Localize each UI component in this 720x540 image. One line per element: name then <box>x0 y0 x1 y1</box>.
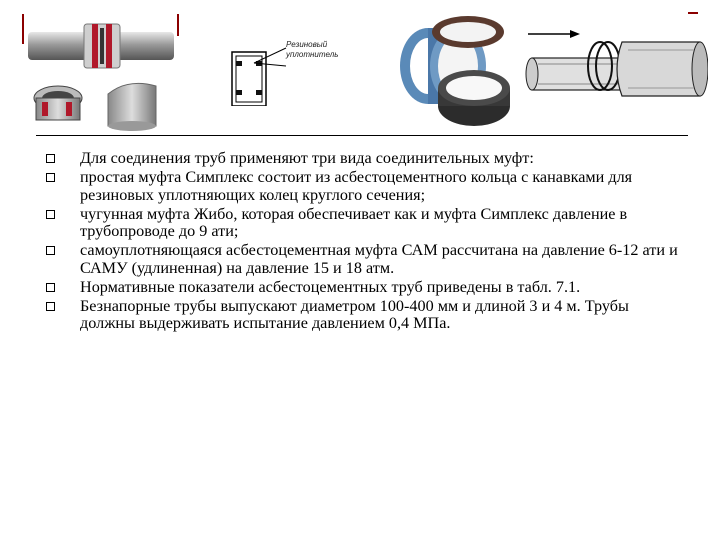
bullet-list <box>46 150 686 334</box>
bullet-text: чугунная муфта Жибо, которая обеспечивает как и муфта Симплекс давление в трубопроводе до 9 ати; <box>80 204 628 240</box>
gasket-label: Резиновый уплотнитель <box>286 40 339 59</box>
bullet-text: простая муфта Симплекс состоит из асбестоцементного кольца с канавками для резиновых уплотняющих колец круглого сечения; <box>80 168 633 204</box>
checkbox-bullet-icon <box>46 210 55 219</box>
list-item <box>46 206 686 241</box>
checkbox-bullet-icon <box>46 302 55 311</box>
checkbox-bullet-icon <box>46 246 55 255</box>
bullet-text: самоуплотняющаяся асбестоцементная муфта САМ рассчитана на давление 6-12 ати и САМУ (удлиненная) на давление 15 и 18 атм. <box>80 241 678 277</box>
list-item <box>46 279 686 297</box>
checkbox-bullet-icon <box>46 283 55 292</box>
bullet-text: Для соединения труб применяют три вида соединительных муфт: <box>80 149 534 167</box>
list-item <box>46 242 686 277</box>
pipe-assembly-image <box>524 20 708 112</box>
checkbox-bullet-icon <box>46 154 55 163</box>
bullet-text: Безнапорные трубы выпускают диаметром 100-400 мм и длиной 3 и 4 м. Трубы должны выдерживать испытание давлением 0,4 МПа. <box>80 296 629 332</box>
pipe-joint-image <box>26 14 176 76</box>
coupling-rings-image <box>392 14 518 130</box>
checkbox-bullet-icon <box>46 173 55 182</box>
divider-line <box>36 135 688 136</box>
bullet-text: Нормативные показатели асбестоцементных труб приведены в табл. 7.1. <box>80 277 581 296</box>
list-item <box>46 169 686 204</box>
list-item <box>46 150 686 168</box>
list-item <box>46 298 686 333</box>
coupling-halves-image <box>28 76 178 132</box>
images-row <box>0 0 720 135</box>
